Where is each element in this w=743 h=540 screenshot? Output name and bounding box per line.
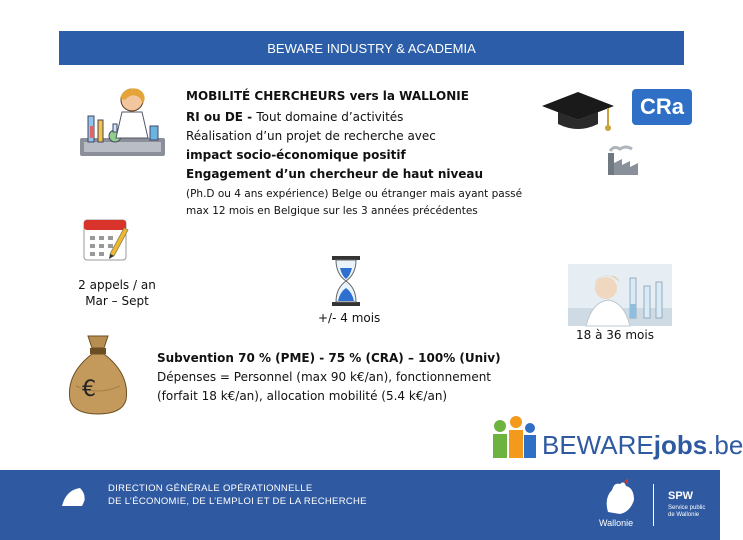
engagement-line: Engagement d’un chercheur de haut niveau	[186, 167, 484, 181]
footer-line1: DIRECTION GÉNÉRALE OPÉRATIONNELLE	[108, 483, 313, 494]
expenses-line2: (forfait 18 k€/an), allocation mobilité (5.4 k€/an)	[157, 389, 448, 403]
mobility-title: MOBILITÉ CHERCHEURS vers la WALLONIE	[186, 89, 469, 103]
header-bar	[59, 31, 684, 65]
footer-directorate	[108, 482, 367, 508]
hourglass-icon	[330, 254, 362, 308]
duration-long: 18 à 36 mois	[576, 328, 654, 342]
domain-line	[186, 110, 403, 124]
money-bag-icon	[62, 330, 134, 416]
calls-line2: Mar – Sept	[85, 294, 149, 308]
calendar-icon	[80, 214, 130, 262]
domain-prefix: RI ou DE -	[186, 110, 257, 124]
dgo6-label: DGO6	[68, 497, 86, 503]
project-line: Réalisation d’un projet de recherche avec	[186, 129, 436, 143]
cra-logo: CRa	[632, 89, 692, 125]
duration-short: +/- 4 mois	[318, 311, 381, 325]
bewarejobs-jobs: jobs	[653, 430, 708, 460]
bewarejobs-beware: BEWARE	[542, 430, 654, 460]
subvention-text: Subvention 70 % (PME) - 75 % (CRA) – 100% (Univ)	[157, 351, 501, 365]
bewarejobs-people-icon	[488, 414, 540, 464]
wallonie-label: Wallonie	[599, 518, 634, 528]
factory-icon	[604, 143, 640, 177]
expenses-line1: Dépenses = Personnel (max 90 k€/an), fonctionnement	[157, 370, 492, 384]
footer-line2: DE L’ÉCONOMIE, DE L’EMPLOI ET DE LA RECHERCHE	[108, 496, 367, 507]
page-title: BEWARE INDUSTRY & ACADEMIA	[267, 40, 476, 56]
wallonie-rooster-icon	[600, 478, 640, 516]
bewarejobs-logo	[542, 430, 743, 461]
spw-subtitle: Service public de Wallonie	[668, 505, 706, 518]
calls-text	[70, 277, 164, 309]
svg-text:€: €	[82, 377, 96, 402]
lab-scientist-icon	[70, 86, 175, 166]
impact-line: impact socio-économique positif	[186, 148, 406, 162]
researcher-photo-icon	[568, 264, 672, 326]
domain-text: Tout domaine d’activités	[256, 110, 404, 124]
footer-divider	[653, 484, 654, 526]
calls-line1: 2 appels / an	[78, 278, 156, 292]
bewarejobs-be: .be	[707, 430, 743, 460]
spw-logo: SPW	[668, 490, 694, 502]
graduation-cap-icon	[538, 86, 618, 136]
eligibility-text: (Ph.D ou 4 ans expérience) Belge ou étranger mais ayant passé max 12 mois en Belgique sur les 3 années précédentes	[186, 188, 523, 217]
